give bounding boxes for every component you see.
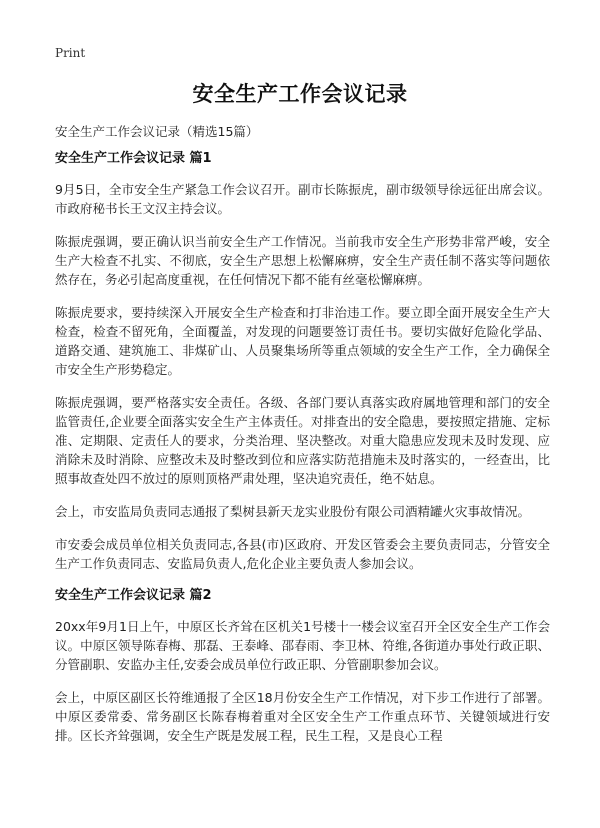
print-link[interactable]: Print xyxy=(55,46,86,60)
paragraph: 会上，中原区副区长符维通报了全区18月份安全生产工作情况，对下步工作进行了部署。中原区委常委、常务副区长陈春梅着重对全区安全生产工作重点环节、关键领域进行安排。区长齐耸强调，安全生产既是发展工程，民生工程，又是良心工程 xyxy=(55,690,550,743)
paragraph: 陈振虎要求，要持续深入开展安全生产检查和打非治违工作。要立即全面开展安全生产大检查，检查不留死角，全面覆盖，对发现的问题要签订责任书。要切实做好危险化学品、道路交通、建筑施工、非煤矿山、人员聚集场所等重点领域的安全生产工作，全力确保全市安全生产形势稳定。 xyxy=(55,305,550,377)
document-subtitle: 安全生产工作会议记录（精选15篇） xyxy=(55,124,259,139)
document-body xyxy=(55,150,550,759)
paragraph: 20xx年9月1日上午，中原区长齐耸在区机关1号楼十一楼会议室召开全区安全生产工作会议。中原区领导陈春梅、那磊、王泰峰、邵春雨、李卫林、符维,各街道办事处行政正职、分管副职、安监办主任,安委会成员单位行政正职、分管副职参加会议。 xyxy=(55,619,550,672)
paragraph: 陈振虎强调，要严格落实安全责任。各级、各部门要认真落实政府属地管理和部门的安全监管责任,企业要全面落实安全生产主体责任。对排查出的安全隐患，要按照定措施、定标准、定期限、定责任人的要求，分类治理、坚决整改。对重大隐患应发现未及时发现、应消除未及时消除、应整改未及时整改到位和应落实防范措施未及时落实的，一经查出，比照事故查处四不放过的原则顶格严肃处理，坚决追究责任，绝不姑息。 xyxy=(55,395,550,486)
page-title: 安全生产工作会议记录 xyxy=(192,82,408,106)
section-1 xyxy=(55,150,550,573)
section-heading: 安全生产工作会议记录 篇1 xyxy=(55,151,212,166)
paragraph: 会上，市安监局负责同志通报了梨树县新天龙实业股份有限公司酒精罐火灾事故情况。 xyxy=(55,504,531,519)
paragraph: 陈振虎强调，要正确认识当前安全生产工作情况。当前我市安全生产形势非常严峻，安全生产大检查不扎实、不彻底，安全生产思想上松懈麻痹，安全生产责任制不落实等问题依然存在，务必引起高度重视，在任何情况下都不能有丝毫松懈麻痹。 xyxy=(55,234,550,287)
section-2 xyxy=(55,587,550,745)
paragraph: 9月5日，全市安全生产紧急工作会议召开。副市长陈振虎，副市级领导徐远征出席会议。市政府秘书长王文汉主持会议。 xyxy=(55,182,550,216)
section-heading: 安全生产工作会议记录 篇2 xyxy=(55,588,212,603)
paragraph: 市安委会成员单位相关负责同志,各县(市)区政府、开发区管委会主要负责同志，分管安全生产工作负责同志、安监局负责人,危化企业主要负责人参加会议。 xyxy=(55,537,550,571)
